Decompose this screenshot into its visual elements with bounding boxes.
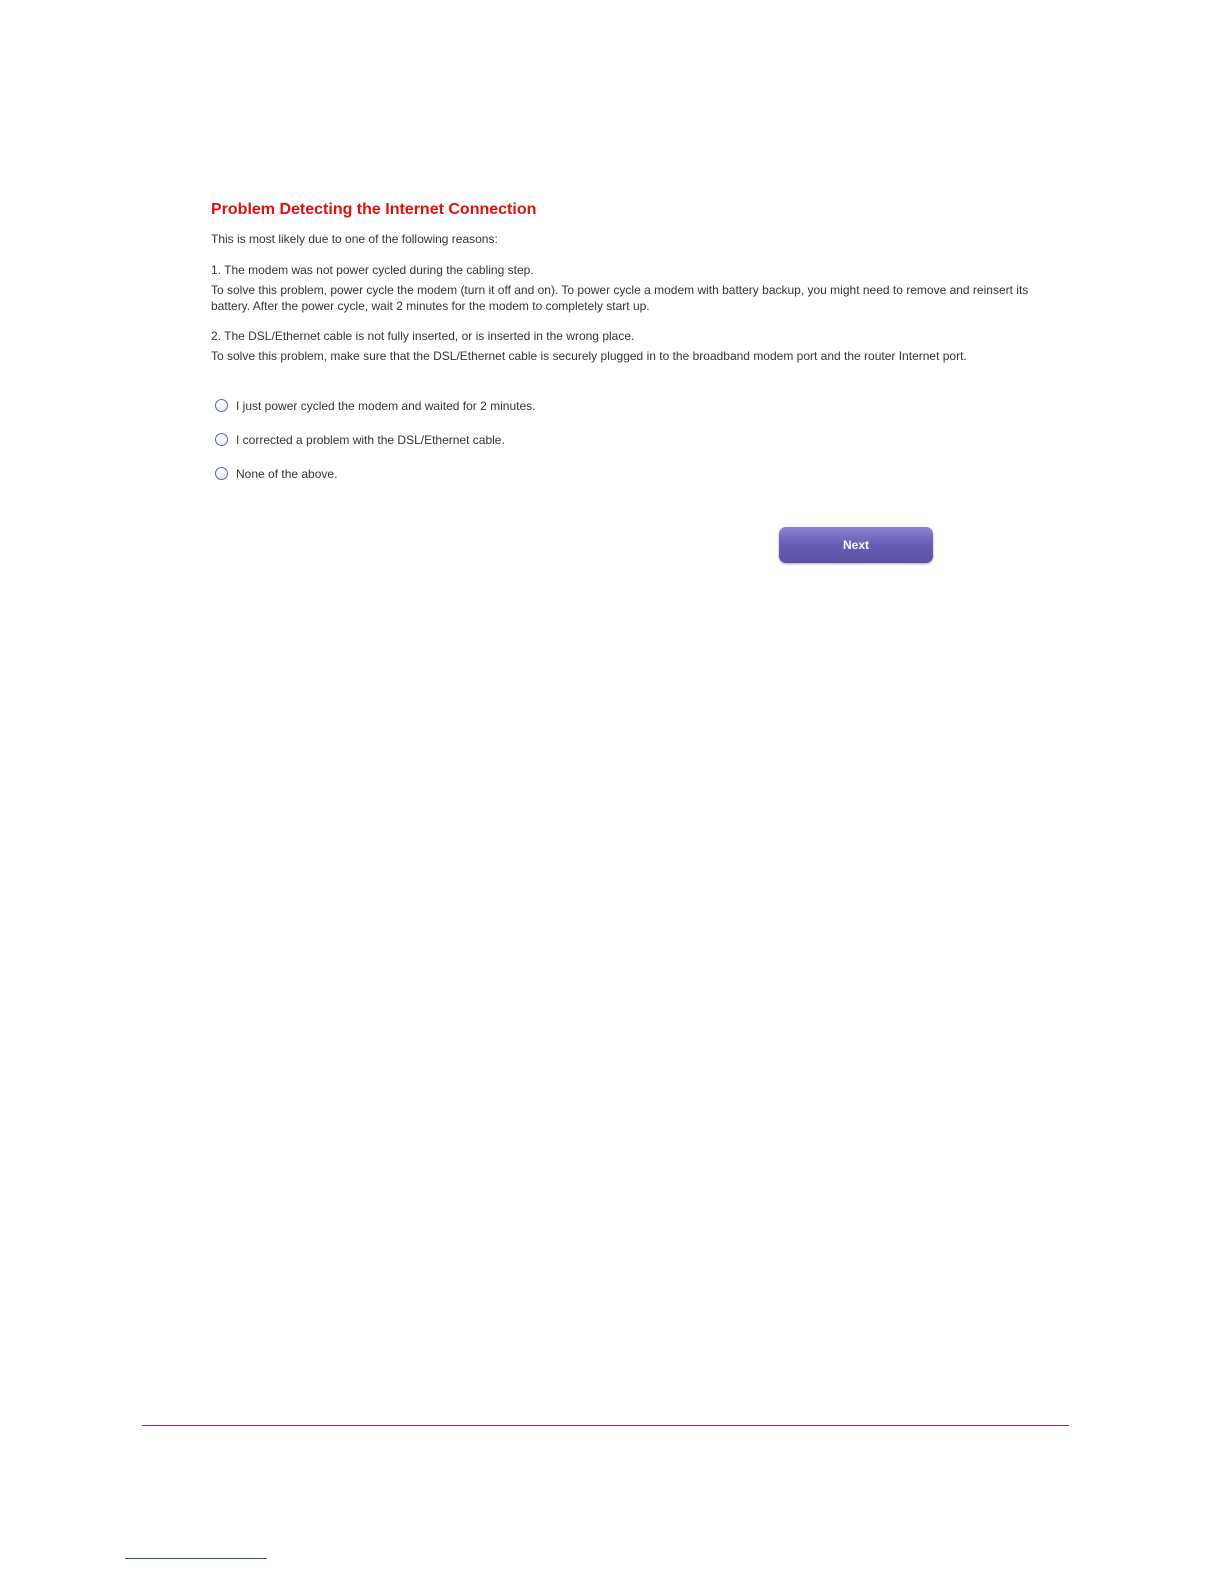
next-button[interactable]: Next — [779, 527, 933, 563]
option-none-of-the-above[interactable] — [215, 466, 815, 500]
reason-2 — [211, 328, 1041, 364]
option-power-cycled[interactable] — [215, 398, 815, 432]
reason-1-solution: To solve this problem, power cycle the modem (turn it off and on). To power cycle a modem with battery backup, you might need to remove and reinsert its battery. After the power cycle, wait 2 minutes for the modem to completely start up. — [211, 283, 1029, 313]
option-label[interactable]: I just power cycled the modem and waited for 2 minutes. — [236, 399, 536, 413]
intro-text: This is most likely due to one of the following reasons: — [211, 232, 498, 246]
reason-1-heading: 1. The modem was not power cycled during the cabling step. — [211, 263, 534, 277]
internet-connection-problem-screen — [211, 196, 1041, 576]
radio-button-icon[interactable] — [215, 467, 228, 480]
reason-2-heading: 2. The DSL/Ethernet cable is not fully inserted, or is inserted in the wrong place. — [211, 329, 635, 343]
page-title: Problem Detecting the Internet Connection — [211, 201, 537, 218]
reason-1 — [211, 262, 1041, 314]
troubleshooting-options — [215, 398, 815, 500]
bottom-link-underline — [125, 1558, 267, 1559]
radio-button-icon[interactable] — [215, 399, 228, 412]
option-label[interactable]: None of the above. — [236, 467, 338, 481]
footer-divider — [142, 1425, 1069, 1426]
radio-button-icon[interactable] — [215, 433, 228, 446]
option-corrected-cable[interactable] — [215, 432, 815, 466]
reason-2-solution: To solve this problem, make sure that the DSL/Ethernet cable is securely plugged in to the broadband modem port and the router Internet port. — [211, 349, 967, 363]
option-label[interactable]: I corrected a problem with the DSL/Ethernet cable. — [236, 433, 505, 447]
